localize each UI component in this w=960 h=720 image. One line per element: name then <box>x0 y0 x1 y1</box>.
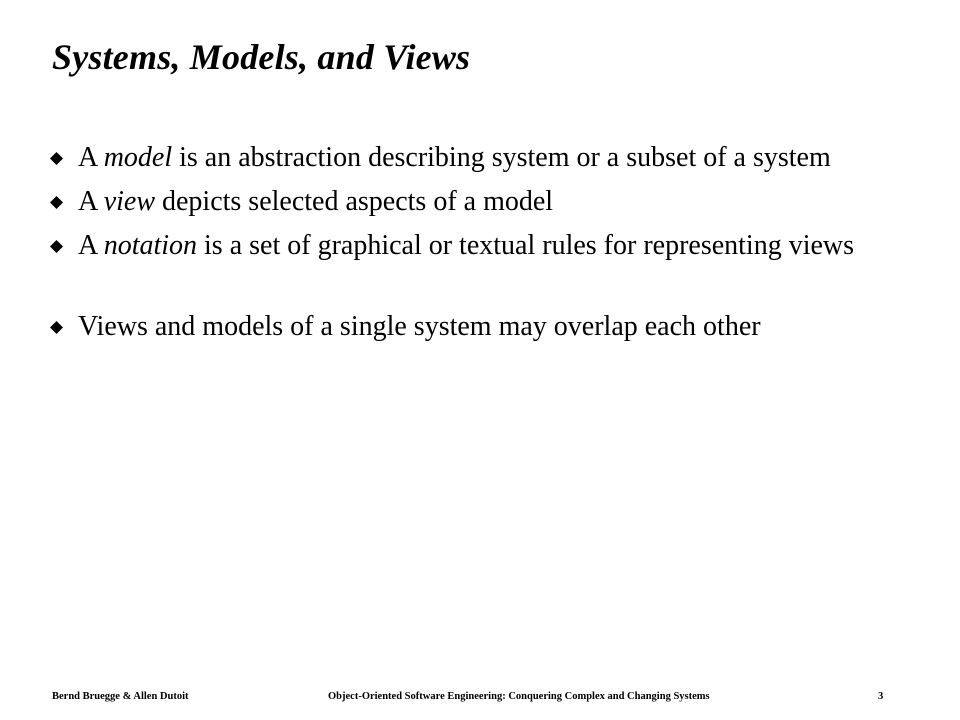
footer-book-title: Object-Oriented Software Engineering: Conquering Complex and Changing Systems <box>328 691 710 702</box>
bullet-term: view <box>103 186 155 217</box>
bullet-text-post: is a set of graphical or textual rules for representing views <box>197 230 855 261</box>
bullet-list <box>50 140 910 353</box>
bullet-text-post: is an abstraction describing system or a subset of a system <box>172 142 831 173</box>
page-number: 3 <box>878 691 884 702</box>
bullet-text-pre: A <box>78 142 104 173</box>
bullet-text-post: depicts selected aspects of a model <box>155 186 554 217</box>
diamond-bullet-icon <box>50 240 63 253</box>
bullet-text-pre: A <box>78 186 104 217</box>
bullet-item-notation <box>50 228 910 264</box>
footer-authors: Bernd Bruegge & Allen Dutoit <box>52 691 189 702</box>
bullet-term: notation <box>103 230 198 261</box>
bullet-term: model <box>103 142 173 173</box>
bullet-text-pre: A <box>78 230 104 261</box>
slide-title: Systems, Models, and Views <box>52 37 471 77</box>
diamond-bullet-icon <box>50 321 63 334</box>
bullet-item-overlap <box>50 309 910 345</box>
diamond-bullet-icon <box>50 196 63 209</box>
diamond-bullet-icon <box>50 152 63 165</box>
bullet-item-view <box>50 184 910 220</box>
bullet-item-model <box>50 140 910 176</box>
bullet-text-pre: Views and models of a single system may overlap each other <box>78 311 761 342</box>
